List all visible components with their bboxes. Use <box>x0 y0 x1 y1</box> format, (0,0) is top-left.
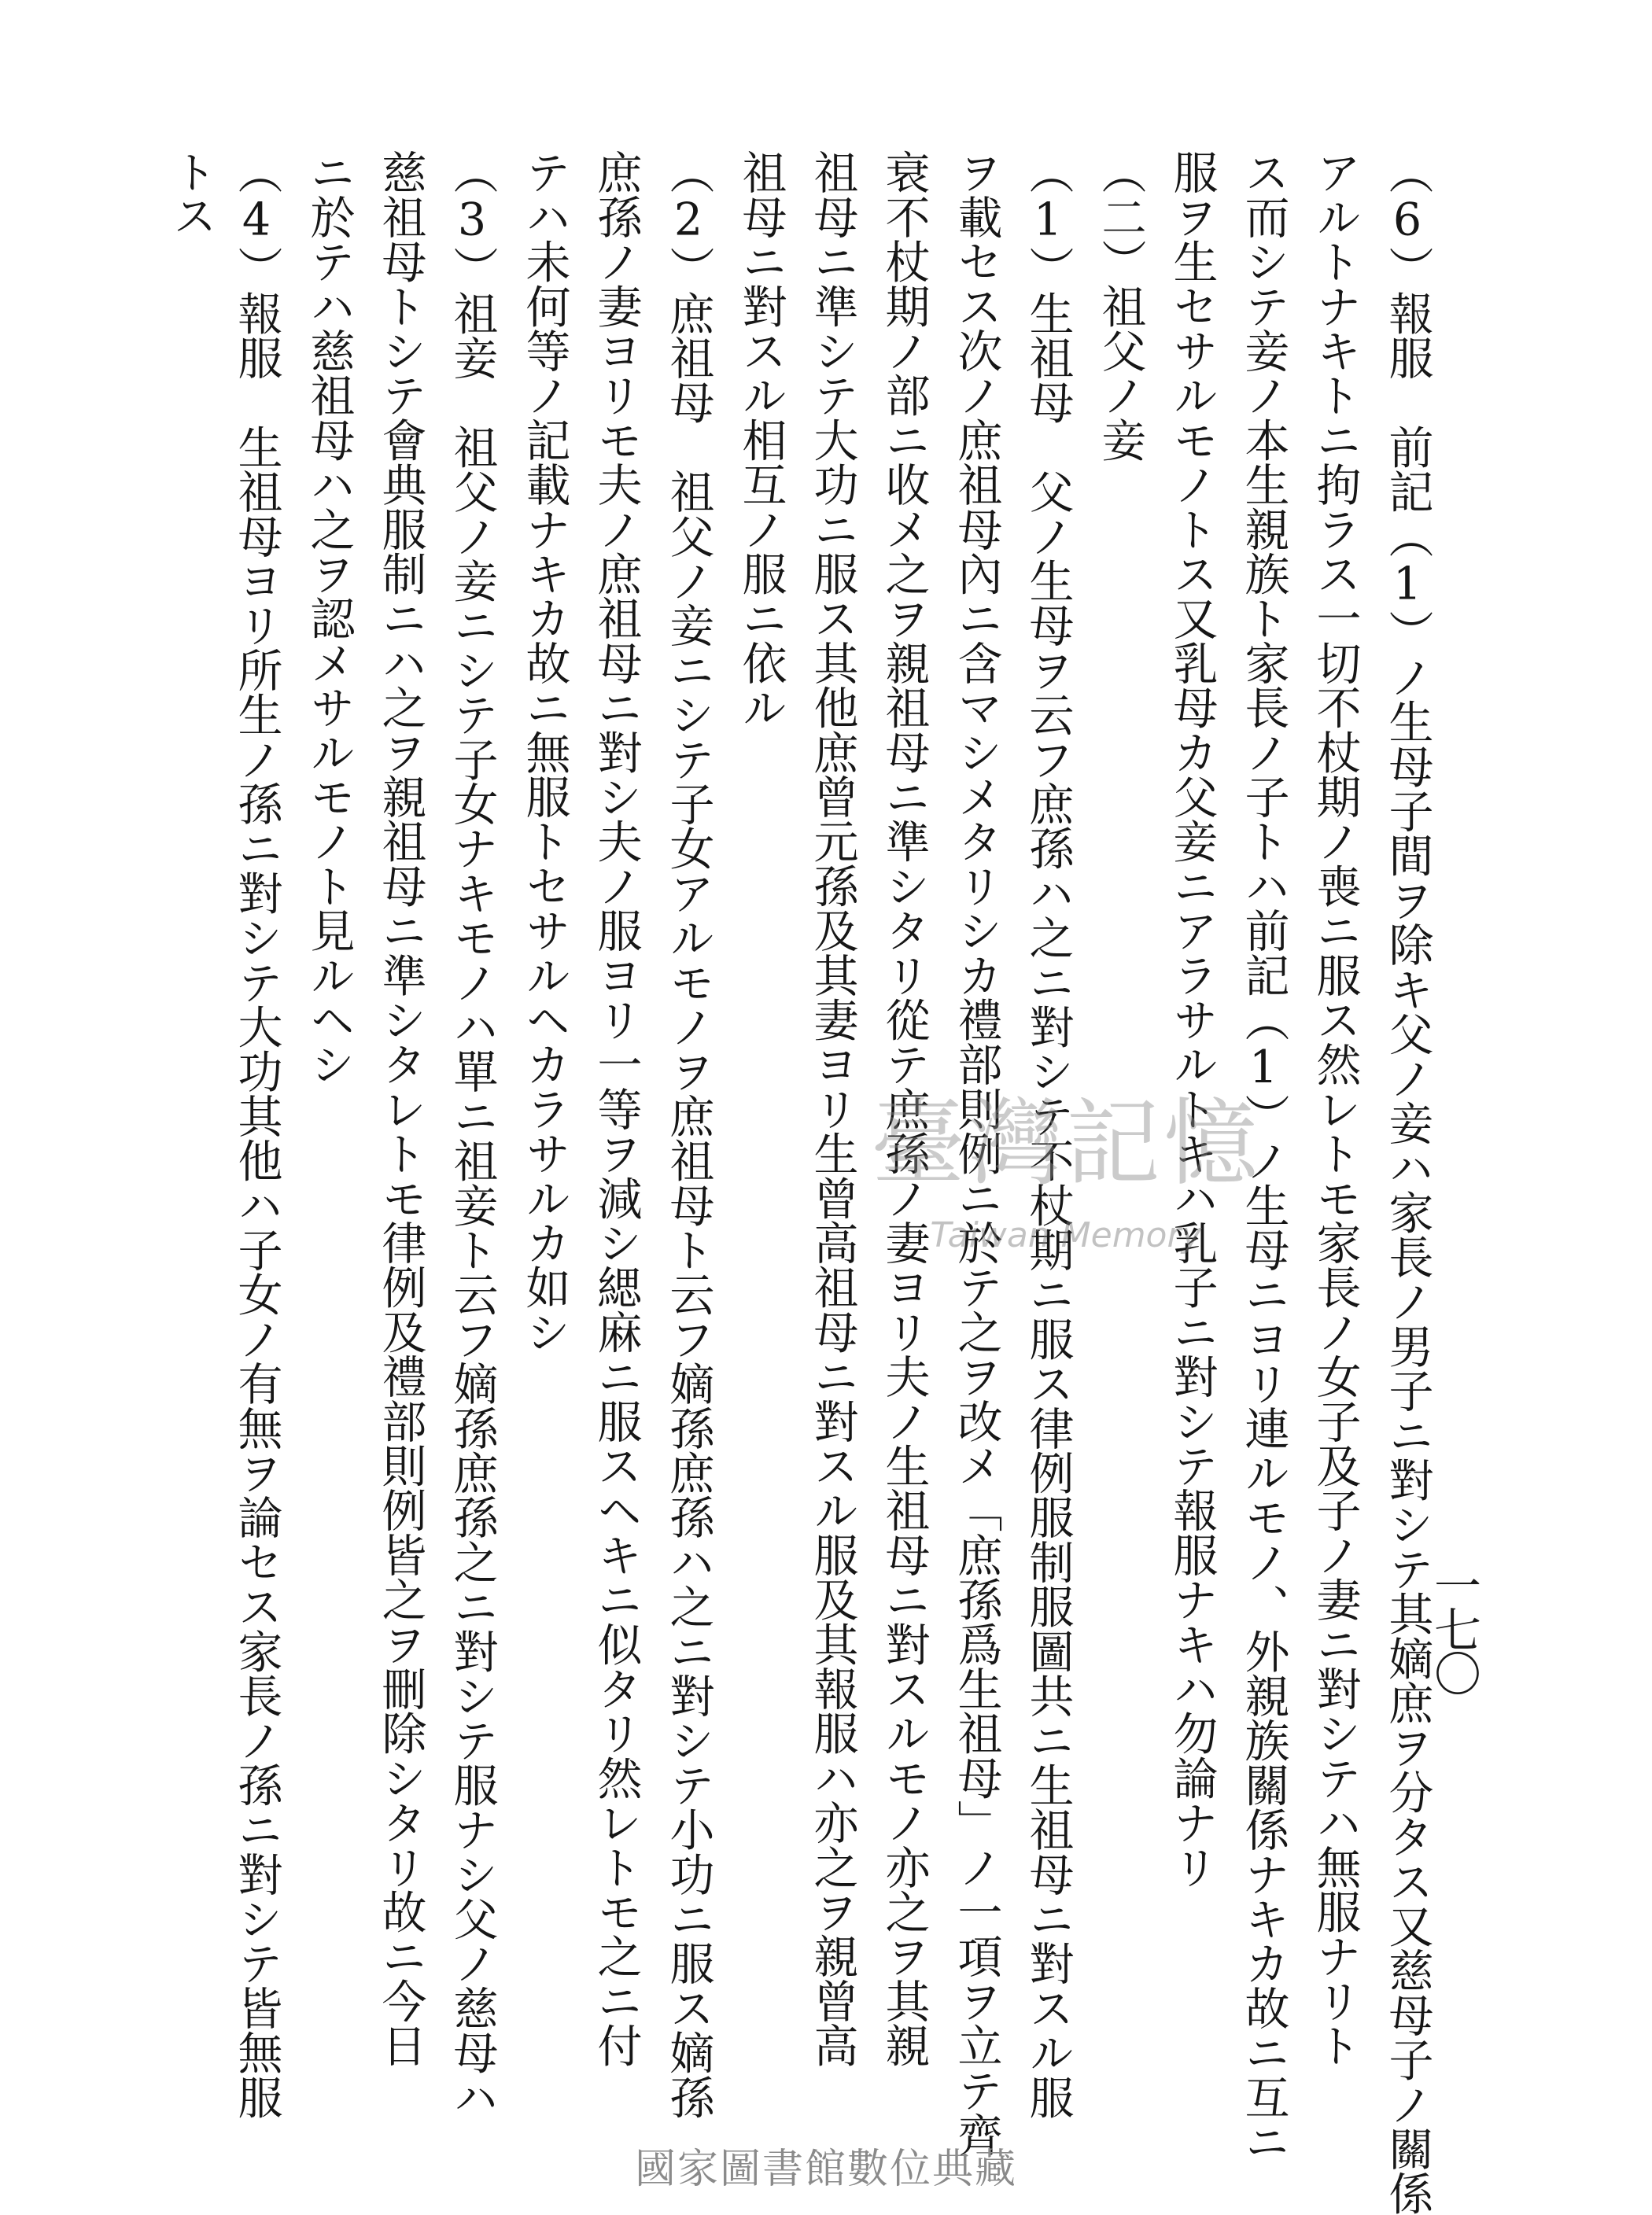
text-column-15: 慈祖母トシテ會典服制ニハ之ヲ親祖母ニ準シタレトモ律例及禮部則例皆之ヲ刪除シタリ故ニ今日 <box>374 149 426 2068</box>
footer-credit: 國家圖書館數位典藏 <box>634 2146 1017 2193</box>
text-column-10: 祖母ニ對スル相互ノ服ニ依ル <box>735 149 787 730</box>
text-column-2: アルトナキトニ拘ラス一切不杖期ノ喪ニ服ス然レトモ家長ノ女子及子ノ妻ニ對シテハ無服ナリト <box>1309 149 1361 2068</box>
text-column-13: テハ未何等ノ記載ナキカ故ニ無服トセサルヘカラサルカ如シ <box>518 149 570 1354</box>
text-column-11: （2）庶祖母 祖父ノ妾ニシテ子女アルモノヲ庶祖母ト云フ嫡孫庶孫ハ之ニ對シテ小功ニ服ス嫡孫 <box>662 149 714 2119</box>
text-column-4: 服ヲ生セサルモノトス又乳母カ父妾ニアラサルトキハ乳子ニ對シテ報服ナキハ勿論ナリ <box>1166 149 1218 1889</box>
watermark-title: 臺灣記憶 <box>871 1089 1261 1199</box>
text-column-9: 祖母ニ準シテ大功ニ服ス其他庶曾元孫及其妻ヨリ生曾高祖母ニ對スル服及其報服ハ亦之ヲ親曾高 <box>806 149 858 2068</box>
text-column-14: （3）祖妾 祖父ノ妾ニシテ子女ナキモノハ單ニ祖妾ト云フ嫡孫庶孫之ニ對シテ服ナシ父ノ慈母ハ <box>446 149 498 2119</box>
text-column-16: ニ於テハ慈祖母ハ之ヲ認メサルモノト見ルヘシ <box>303 149 355 1086</box>
text-column-18: トス <box>166 149 217 238</box>
text-column-6: （1）生祖母 父ノ生母ヲ云フ庶孫ハ之ニ對シテ不杖期ニ服ス律例服制服圖共ニ生祖母ニ對スル服 <box>1022 149 1074 2119</box>
page-number: 一七〇 <box>1426 1561 1481 1693</box>
text-column-1: （6）報服 前記（1）ノ生母子間ヲ除キ父ノ妾ハ家長ノ男子ニ對シテ其嫡庶ヲ分タス又慈母子ノ關係 <box>1381 149 1433 2215</box>
text-column-3: ス而シテ妾ノ本生親族ト家長ノ子トハ前記（1）ノ生母ニヨリ連ルモノ、外親族關係ナキカ故ニ互ニ <box>1237 149 1289 2164</box>
text-column-7: ヲ載セス次ノ庶祖母內ニ含マシメタリシカ禮部則例ニ於テ之ヲ改メ「庶孫爲生祖母」ノ一項ヲ立テ齊 <box>950 149 1002 2157</box>
text-column-8: 衰不杖期ノ部ニ收メ之ヲ親祖母ニ準シタリ從テ庶孫ノ妻ヨリ夫ノ生祖母ニ對スルモノ亦之ヲ其親 <box>878 149 930 2068</box>
text-column-17: （4）報服 生祖母ヨリ所生ノ孫ニ對シテ大功其他ハ子女ノ有無ヲ論セス家長ノ孫ニ對シテ皆無服 <box>230 149 282 2119</box>
watermark <box>838 1089 1294 1278</box>
text-column-12: 庶孫ノ妻ヨリモ夫ノ庶祖母ニ對シ夫ノ服ヨリ一等ヲ減シ緦麻ニ服スヘキニ似タリ然レトモ之ニ付 <box>590 149 642 2068</box>
watermark-subtitle: Taiwan Memory <box>930 1215 1202 1255</box>
section-heading: （二）祖父ノ妾 <box>1094 149 1146 462</box>
